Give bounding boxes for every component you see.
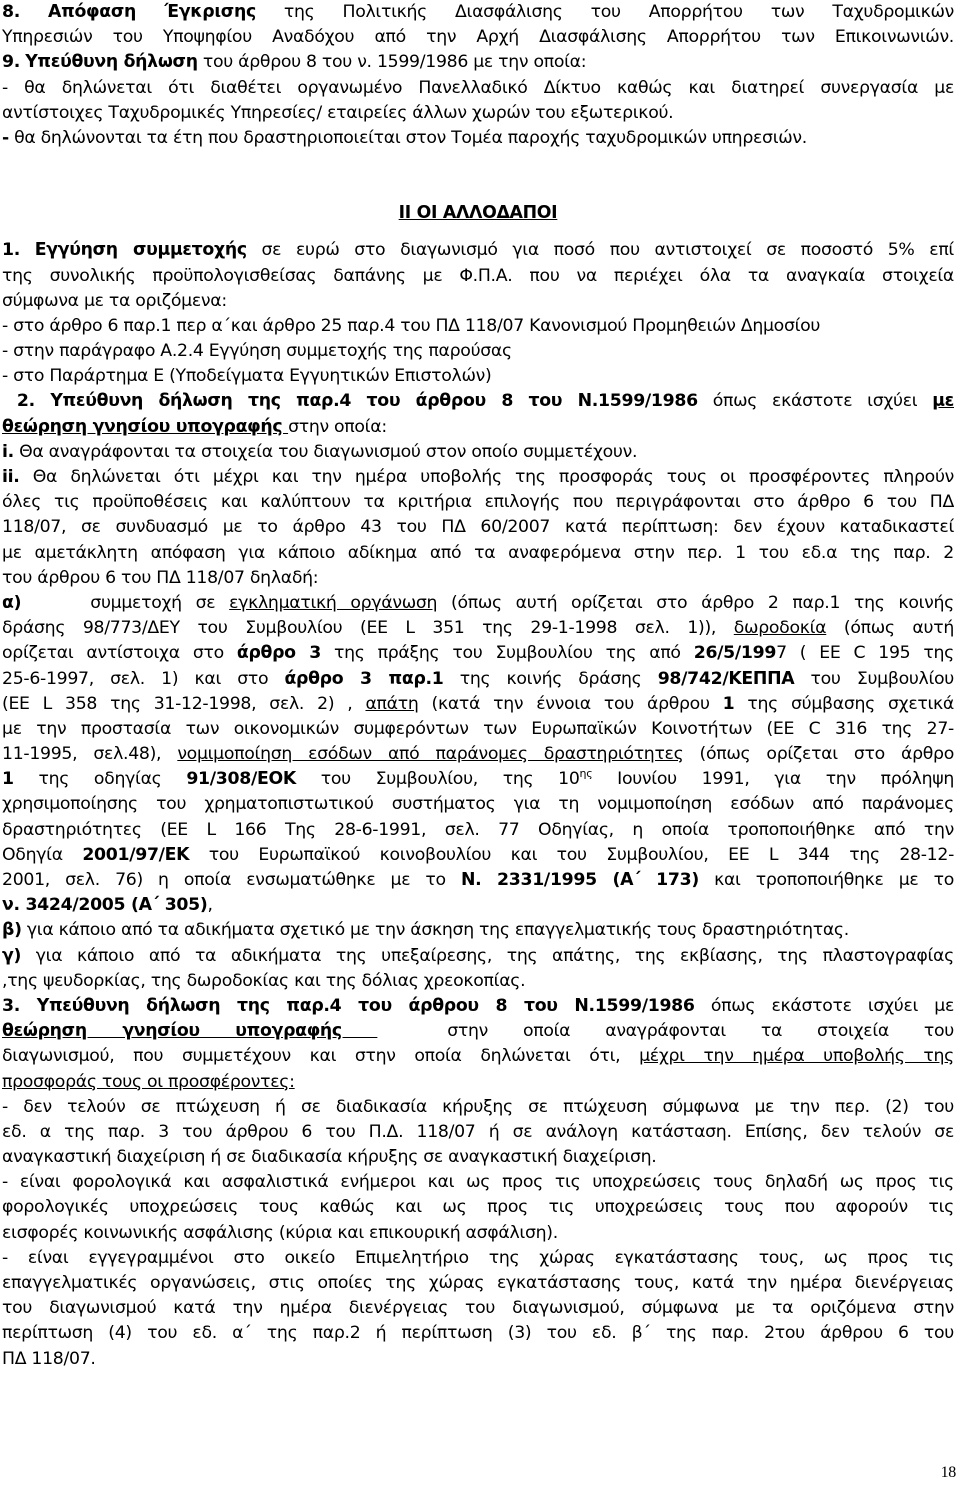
para-1-line-6: - στο Παράρτημα Ε (Υποδείγματα Εγγυητικών Επιστολών) — [2, 366, 492, 387]
para-1-line-3: σύμφωνα με τα οριζόμενα: — [2, 290, 227, 311]
item-a-line-1: α) συμμετοχή σε εγκληματική οργάνωση (όπως αυτή ορίζεται στο άρθρο 2 παρ.1 της κοινής — [2, 592, 954, 613]
section-9-bullet-1-line-1: - θα δηλώνεται ότι διαθέτει οργανωμένο Πανελλαδικό Δίκτυο καθώς και διατηρεί συνεργασία με — [2, 77, 954, 98]
section-9-line-1: 9. Υπεύθυνη δήλωση του άρθρου 8 του ν. 1599/1986 με την οποία: — [2, 52, 587, 73]
para-1-line-4: - στο άρθρο 6 παρ.1 περ α΄και άρθρο 25 παρ.4 του ΠΔ 118/07 Κανονισμού Προμηθειών Δημοσίου — [2, 315, 821, 336]
para-3-dash-3-line-2: επαγγελματικές οργανώσεις, στις οποίες της χώρας εγκατάστασης τους, κατά την ημέρα διενέργειας — [2, 1273, 954, 1293]
section-heading-foreign: ΙΙ ΟΙ ΑΛΛΟΔΑΠΟΙ — [398, 203, 558, 224]
para-1-line-5: - στην παράγραφο Α.2.4 Εγγύηση συμμετοχής της παρούσας — [2, 341, 512, 362]
para-3-dash-2-line-3: εισφορές κοινωνικής ασφάλισης (κύρια και επικουρική ασφάλιση). — [2, 1222, 558, 1243]
item-a-line-8: 1 της οδηγίας 91/308/ΕΟΚ του Συμβουλίου, της $10^{\eta\varsigma}$ Ιουνίου 1991, για την πρόληψη — [2, 767, 954, 790]
para-3-line-2: θεώρηση γνησίου υπογραφής στην οποία αναγράφονται τα στοιχεία του — [2, 1021, 954, 1042]
item-ii-line-3: 118/07, σε συνδυασμό με το άρθρο 43 του ΠΔ 60/2007 κατά περίπτωση: δεν έχουν καταδικαστεί — [2, 517, 954, 538]
section-8-line-2: Υπηρεσιών του Υποψηφίου Αναδόχου από την Αρχή Διασφάλισης Απορρήτου των Επικοινωνιών. — [2, 27, 954, 48]
para-3-dash-2-line-2: φορολογικές υποχρεώσεις τους καθώς και ως προς τις υποχρεώσεις τους που αφορούν τις — [2, 1197, 954, 1218]
item-g-line-2: ,της ψευδορκίας, της δωροδοκίας και της δόλιας χρεοκοπίας. — [2, 970, 526, 991]
para-1-line-2: της συνολικής προϋπολογισθείσας δαπάνης με Φ.Π.Α. που να περιέχει όλα τα αναγκαία στοιχεία — [2, 265, 954, 286]
item-a-line-13: ν. 3424/2005 (Α΄ 305), — [2, 895, 213, 916]
item-a-line-5: (ΕΕ L 358 της 31-12-1998, σελ. 2) , απάτη (κατά την έννοια του άρθρου 1 της σύμβασης σχετικά — [2, 693, 954, 714]
item-a-line-3: ορίζεται αντίστοιχα στο άρθρο 3 της πράξης του Συμβουλίου της από 26/5/1997 ( ΕΕ C 195 της — [2, 643, 954, 664]
item-g-line-1: γ) για κάποιο από τα αδικήματα της υπεξαίρεσης, της απάτης, της εκβίασης, της πλαστογραφίας — [2, 945, 954, 966]
item-a-line-4: 25-6-1997, σελ. 1) και στο άρθρο 3 παρ.1 της κοινής δράσης 98/742/ΚΕΠΠΑ του Συμβουλίου — [2, 668, 954, 689]
item-ii-line-5: του άρθρου 6 του ΠΔ 118/07 δηλαδή: — [2, 567, 319, 588]
para-3-dash-3-line-1: - είναι εγγεγραμμένοι στο οικείο Επιμελητήριο της χώρας εγκατάστασης τους, ως προς τις — [2, 1247, 954, 1268]
item-ii-line-2: όλες τις προϋποθέσεις και καλύπτουν τα κριτήρια επιλογής που περιγράφονται στο άρθρο 6 του ΠΔ — [2, 492, 954, 513]
para-2-line-1: 2. Υπεύθυνη δήλωση της παρ.4 του άρθρου 8 του Ν.1599/1986 όπως εκάστοτε ισχύει με — [16, 391, 954, 412]
para-3-dash-1-line-1: - δεν τελούν σε πτώχευση ή σε διαδικασία κήρυξης σε πτώχευση σύμφωνα με την περ. (2) του — [2, 1096, 954, 1117]
para-3-line-3: διαγωνισμού, που συμμετέχουν και στην οποία δηλώνεται ότι, μέχρι την ημέρα υποβολής της — [2, 1046, 954, 1067]
section-9-bullet-1-line-2: αντίστοιχες Ταχυδρομικές Υπηρεσίες/ εταιρείες άλλων χωρών του εξωτερικού. — [2, 102, 674, 123]
item-a-line-6: με την προστασία των οικονομικών συμφερόντων των Ευρωπαϊκών Κοινοτήτων (ΕΕ C 316 της 27- — [2, 718, 954, 739]
para-3-line-1: 3. Υπεύθυνη δήλωση της παρ.4 του άρθρου 8 του Ν.1599/1986 όπως εκάστοτε ισχύει με — [2, 995, 954, 1016]
item-a-line-7: 11-1995, σελ.48), νομιμοποίηση εσόδων από παράνομες δραστηριότητες (όπως ορίζεται στο άρθρο — [2, 744, 954, 765]
item-i: i. Θα αναγράφονται τα στοιχεία του διαγωνισμού στον οποίο συμμετέχουν. — [2, 441, 638, 462]
para-3-dash-3-line-4: περίπτωση (4) του εδ. α΄ της παρ.2 ή περίπτωση (3) του εδ. β΄ της παρ. 2του άρθρου 6 του — [2, 1323, 954, 1344]
item-ii-line-1: ii. Θα δηλώνεται ότι μέχρι και την ημέρα υποβολής της προσφοράς τους οι προσφέροντες πληρούν — [2, 467, 954, 487]
para-1-line-1: 1. Εγγύηση συμμετοχής σε ευρώ στο διαγωνισμό για ποσό που αντιστοιχεί σε ποσοστό 5% επί — [2, 240, 954, 261]
para-3-dash-3-line-5: ΠΔ 118/07. — [2, 1348, 96, 1369]
item-a-line-10: δραστηριότητες (ΕΕ L 166 Της 28-6-1991, σελ. 77 Οδηγίας, η οποία τροποποιήθηκε από την — [2, 819, 954, 840]
para-3-dash-3-line-3: του διαγωνισμού κατά την ημέρα διενέργειας του διαγωνισμού, σύμφωνα με τα οριζόμενα στην — [2, 1298, 954, 1319]
section-8-line-1: 8. Απόφαση Έγκρισης της Πολιτικής Διασφάλισης του Απορρήτου των Ταχυδρομικών — [2, 2, 954, 22]
para-3-line-4: προσφοράς τους οι προσφέροντες: — [2, 1071, 295, 1092]
item-ii-line-4: με αμετάκλητη απόφαση για κάποιο αδίκημα από τα αναφερόμενα στην περ. 1 του εδ.α της παρ. 2 — [2, 542, 954, 563]
item-a-line-11: Οδηγία 2001/97/ΕΚ του Ευρωπαϊκού κοινοβουλίου και του Συμβουλίου, ΕΕ L 344 της 28-12- — [2, 844, 954, 865]
item-a-line-2: δράσης 98/773/ΔΕΥ του Συμβουλίου (ΕΕ L 351 της 29-1-1998 σελ. 1)), δωροδοκία (όπως αυτή — [2, 618, 954, 639]
para-3-dash-2-line-1: - είναι φορολογικά και ασφαλιστικά ενήμεροι και ως προς τις υποχρεώσεις τους δηλαδή ως προς τις — [2, 1172, 954, 1193]
page-number: 18 — [940, 1464, 956, 1481]
para-3-dash-1-line-3: αναγκαστική διαχείριση ή σε διαδικασία κήρυξης σε αναγκαστική διαχείριση. — [2, 1147, 657, 1168]
para-3-dash-1-line-2: εδ. α της παρ. 3 του άρθρου 6 του Π.Δ. 118/07 ή σε ανάλογη κατάσταση. Επίσης, δεν τελούν σε — [2, 1121, 954, 1142]
para-2-line-2: θεώρηση γνησίου υπογραφής στην οποία: — [2, 416, 387, 437]
section-9-bullet-2: - θα δηλώνονται τα έτη που δραστηριοποιείται στον Τομέα παροχής ταχυδρομικών υπηρεσιών. — [2, 127, 807, 148]
item-a-line-12: 2001, σελ. 76) η οποία ενσωματώθηκε με το Ν. 2331/1995 (Α΄ 173) και τροποποιήθηκε με το — [2, 870, 954, 890]
item-a-line-9: χρησιμοποίησης του χρηματοπιστωτικού συστήματος για τη νομιμοποίηση εσόδων από παράνομες — [2, 794, 954, 815]
item-b: β) για κάποιο από τα αδικήματα σχετικό με την άσκηση της επαγγελματικής τους δραστηριότητας. — [2, 920, 849, 941]
